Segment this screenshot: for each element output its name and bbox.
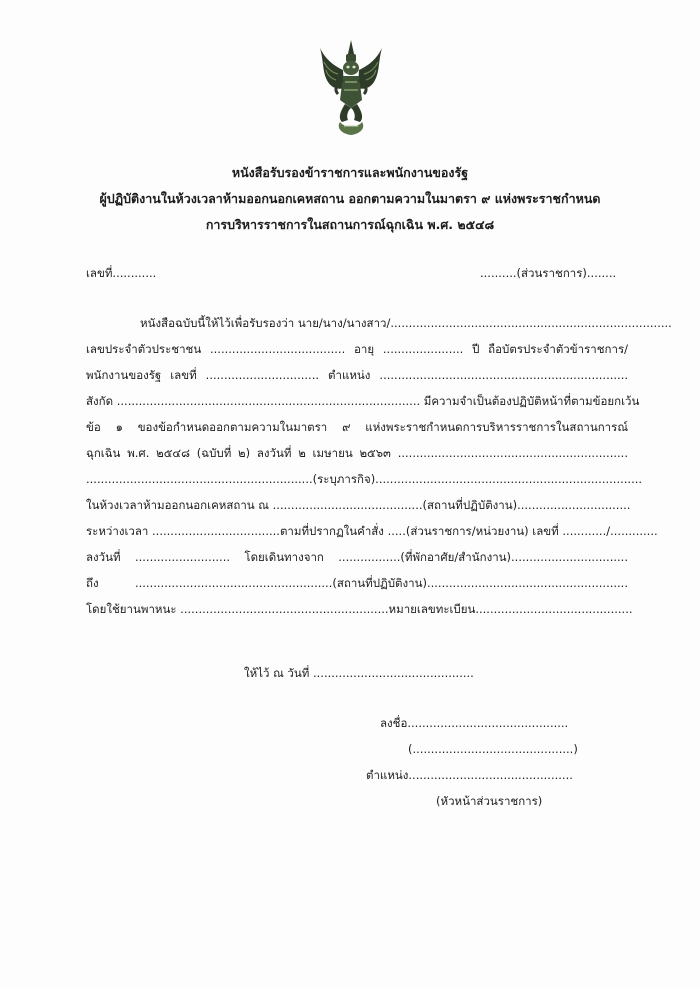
body-line-1: หนังสือฉบับนี้ให้ไว้เพื่อรับรองว่า นาย/นาง/นางสาว/.............................................................................	[140, 316, 672, 330]
signatory-name-line: (............................................)	[408, 742, 578, 756]
signatory-position-line: ตำแหน่ง.............................................	[366, 768, 573, 782]
signature-line: ลงชื่อ............................................	[380, 716, 569, 730]
document-title-line-2: ผู้ปฏิบัติงานในห้วงเวลาห้ามออกนอกเคหสถาน ออกตามความในมาตรา ๙ แห่งพระราชกำหนด	[99, 191, 601, 206]
document-title-line-1: หนังสือรับรองข้าราชการและพนักงานของรัฐ	[231, 165, 469, 180]
garuda-emblem-icon	[318, 38, 384, 138]
agency-placeholder: ..........(ส่วนราชการ)........	[480, 266, 617, 280]
document-title-line-3: การบริหารราชการในสถานการณ์ฉุกเฉิน พ.ศ. ๒๕๔๘	[205, 217, 495, 232]
body-line-4: สังกัด ................................................................................... มีความจำเป็นต้องปฏิบัติหน้าที่ตามข้อยกเว้น	[86, 394, 640, 408]
body-line-12: โดยใช้ยานพาหนะ .........................................................หมายเลขทะเบียน...........................................	[86, 602, 633, 616]
body-line-5: ข้อ ๑ ของข้อกำหนดออกตามความในมาตรา ๙ แห่งพระราชกำหนดการบริหารราชการในสถานการณ์	[86, 420, 628, 434]
body-line-9: ระหว่างเวลา ...................................ตามที่ปรากฏในคำสั่ง .....(ส่วนราชการ/หน่วยงาน) เลขที่ ............/.............	[86, 524, 658, 538]
body-line-10: ลงวันที่ .......................... โดยเดินทางจาก .................(ที่พักอาศัย/สำนักงาน)................................	[86, 550, 628, 564]
body-line-8: ในห้วงเวลาห้ามออกนอกเคหสถาน ณ .........................................(สถานที่ปฏิบัติงาน)...............................	[86, 498, 631, 512]
body-line-3: พนักงานของรัฐ เลขที่ ............................... ตำแหน่ง ....................................................................	[86, 368, 628, 382]
given-date-line: ให้ไว้ ณ วันที่ ............................................	[244, 666, 474, 680]
body-line-6: ฉุกเฉิน พ.ศ. ๒๕๔๘ (ฉบับที่ ๒) ลงวันที่ ๒ เมษายน ๒๕๖๓ ...............................................................	[86, 446, 628, 460]
body-line-2: เลขประจำตัวประชาชน ..................................... อายุ ...................... ปี ถือบัตรประจำตัวข้าราชการ/	[86, 342, 628, 356]
body-line-7: ..............................................................(ระบุภารกิจ).........................................................................	[86, 472, 643, 486]
reference-number: เลขที่............	[86, 266, 157, 280]
signatory-title-note: (หัวหน้าส่วนราชการ)	[436, 794, 543, 808]
body-line-11: ถึง ......................................................(สถานที่ปฏิบัติงาน).......................................................	[86, 576, 628, 590]
